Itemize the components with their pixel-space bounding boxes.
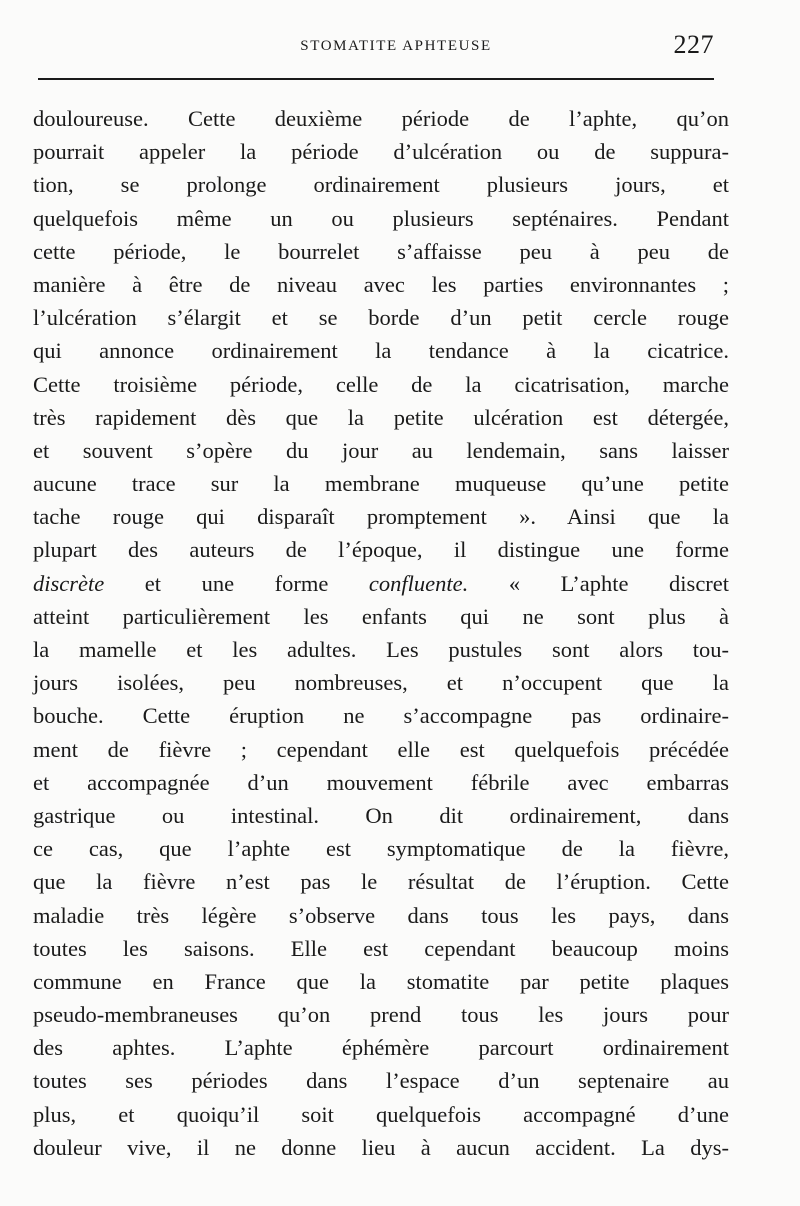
text-line: tache rouge qui disparaît promptement ». Ainsi que la <box>33 504 729 530</box>
text-line: cette période, le bourrelet s’affaisse peu à peu de <box>33 238 729 264</box>
text-line: bouche. Cette éruption ne s’accompagne pas ordinaire- <box>33 703 729 729</box>
text-line: maladie très légère s’observe dans tous les pays, dans <box>33 902 729 928</box>
running-head <box>38 30 714 60</box>
text-line: jours isolées, peu nombreuses, et n’occupent que la <box>33 670 729 696</box>
body-text <box>33 102 729 1164</box>
header-rule <box>38 78 714 80</box>
italic-term-confluent: confluente. <box>368 570 469 596</box>
text-line: ment de fièvre ; cependant elle est quelquefois précédée <box>33 736 729 762</box>
text-line: et souvent s’opère du jour au lendemain, sans laisser <box>33 437 729 463</box>
text-line: gastrique ou intestinal. On dit ordinairement, dans <box>33 802 729 828</box>
text-line: atteint particulièrement les enfants qui ne sont plus à <box>33 603 729 629</box>
text-line: manière à être de niveau avec les parties environnantes ; <box>33 271 729 297</box>
running-title: STOMATITE APHTEUSE <box>300 38 492 54</box>
text-line: quelquefois même un ou plusieurs septénaires. Pendant <box>33 205 729 231</box>
text-line: que la fièvre n’est pas le résultat de l’éruption. Cette <box>33 869 729 895</box>
page-number: 227 <box>673 30 714 59</box>
text-line: pourrait appeler la période d’ulcération ou de suppura- <box>33 139 729 165</box>
text-line: commune en France que la stomatite par petite plaques <box>33 968 729 994</box>
text-line: aucune trace sur la membrane muqueuse qu’une petite <box>33 471 729 497</box>
text-line-mixed <box>33 567 729 600</box>
text-line: la mamelle et les adultes. Les pustules sont alors tou- <box>33 637 729 662</box>
text-line: Cette troisième période, celle de la cicatrisation, marche <box>33 371 729 397</box>
text-line: plupart des auteurs de l’époque, il distingue une forme <box>33 537 729 563</box>
text-line: l’ulcération s’élargit et se borde d’un petit cercle rouge <box>33 305 729 331</box>
text-line: plus, et quoiqu’il soit quelquefois accompagné d’une <box>33 1101 729 1127</box>
text-fragment: et une forme <box>144 570 329 596</box>
text-line: et accompagnée d’un mouvement fébrile avec embarras <box>33 769 729 795</box>
text-line: des aphtes. L’aphte éphémère parcourt ordinairement <box>33 1035 729 1061</box>
text-line: toutes les saisons. Elle est cependant beaucoup moins <box>33 935 729 961</box>
text-line: qui annonce ordinairement la tendance à la cicatrice. <box>33 338 729 364</box>
text-line: douleur vive, il ne donne lieu à aucun accident. La dys- <box>33 1134 729 1160</box>
text-line: tion, se prolonge ordinairement plusieurs jours, et <box>33 172 729 198</box>
text-line: pseudo-membraneuses qu’on prend tous les jours pour <box>33 1002 729 1028</box>
text-line: douloureuse. Cette deuxième période de l’aphte, qu’on <box>33 106 729 131</box>
text-line: ce cas, que l’aphte est symptomatique de la fièvre, <box>33 836 729 862</box>
text-fragment: « L’aphte discret <box>508 570 730 596</box>
text-line: très rapidement dès que la petite ulcération est détergée, <box>33 404 729 430</box>
text-line: toutes ses périodes dans l’espace d’un septenaire au <box>33 1068 729 1094</box>
italic-term-discrete: discrète <box>33 570 105 596</box>
